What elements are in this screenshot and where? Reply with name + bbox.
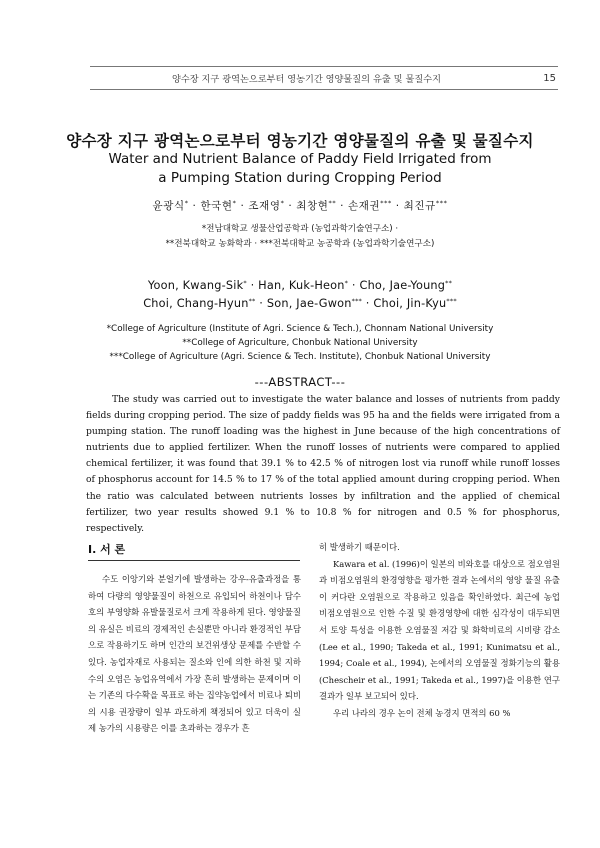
author-en-name: Yoon, Kwang-Sik: [147, 279, 244, 292]
title-english-line2: a Pumping Station during Cropping Period: [158, 170, 442, 186]
running-title: 양수장 지구 광역논으로부터 영농기간 영양물질의 유출 및 물질수지: [172, 74, 441, 85]
affiliation-english-line3: ***College of Agriculture (Agri. Science & Tech. Institute), Chonbuk National University: [109, 352, 491, 362]
author-separator: ·: [284, 200, 297, 212]
author-ko-name: 최창현: [296, 200, 329, 212]
author-en-name: Han, Kuk-Heon: [258, 279, 345, 292]
section-heading-introduction: I. 서 론: [88, 541, 300, 561]
authors-english-line2: [0, 297, 600, 310]
author-ko-name: 한국현: [200, 200, 233, 212]
author-ko-mark: ***: [435, 199, 448, 207]
body-paragraph: 수도 이앙기와 분얼기에 발생하는 강우-유출과정을 통하여 다량의 영양물질이 하천으로 유입되어 하천이나 담수호의 부영양화 유발물질로서 크게 작용하게 된다. 영양물질의 유실은 비료의 경제적인 손실뿐만 아니라 환경적인 부담으로 작용하기도 하며 인간의 보건위생상 문제를 수반할 수 있다. 농업자재로 사용되는 질소와 인에 의한 하천 및 지하수의 오염은 농업유역에서 가장 흔히 발생하는 문제이며 이는 기존의 다수확을 목표로 하는 집약농업에서 비료나 퇴비의 시용 권장량이 일부 과도하게 책정되어 있고 더욱이 실제 농가의 시용량은 이를 초과하는 경우가 흔: [88, 574, 301, 734]
abstract-text: The study was carried out to investigate the water balance and losses of nutrients from paddy fields during cropping period. The size of paddy fields was 95 ha and the fields were irrigated from a pumping station. The runoff loading was the highest in June because of the high concentrations of nutrients due to applied fertilizer. When the runoff losses of nutrients were compared to applied chemical fertilizer, it was found that 39.1 % to 42.5 % of nitrogen lost via runoff while runoff losses of phosphorus account for 14.5 % to 17 % of the total applied amount during cropping period. When the ratio was calculated between nutrients losses by infiltration and the applied of chemical fertilizer, two year results showed 9.1 % to 10.8 % for nitrogen and 0.5 % for phosphorus, respectively.: [86, 394, 560, 534]
body-paragraph: 우리 나라의 경우 논이 전체 농경지 면적의 60 %: [333, 707, 511, 718]
page-number: 15: [543, 72, 556, 84]
authors-english-line1: [0, 279, 600, 292]
author-en-mark: **: [248, 297, 256, 305]
author-ko-name: 조재영: [248, 200, 281, 212]
running-header: [90, 66, 558, 90]
author-separator: ·: [188, 200, 201, 212]
body-column-right: [319, 539, 560, 722]
author-en-mark: *: [243, 279, 247, 287]
author-ko-name: 윤광식: [152, 200, 185, 212]
author-ko-mark: *: [184, 199, 189, 207]
author-en-mark: **: [445, 279, 453, 287]
author-separator: ·: [336, 200, 349, 212]
author-en-mark: *: [344, 279, 349, 287]
author-ko-mark: ***: [380, 199, 392, 207]
author-ko-name: 최진규: [403, 200, 436, 212]
author-ko-name: 손재권: [348, 200, 381, 212]
authors-korean: [0, 198, 600, 213]
author-separator: ·: [391, 200, 404, 212]
author-en-name: Choi, Jin-Kyu: [373, 297, 447, 310]
author-ko-mark: *: [232, 199, 237, 207]
author-en-name: Son, Jae-Gwon: [266, 297, 352, 310]
affiliation-korean-line2: **전북대학교 농화학과 · ***전북대학교 농공학과 (농업과학기술연구소): [165, 239, 435, 249]
affiliation-english-line1: *College of Agriculture (Institute of Agri. Science & Tech.), Chonnam National University: [106, 324, 494, 334]
affiliation-korean-line1: *전남대학교 생물산업공학과 (농업과학기술연구소) ·: [201, 224, 399, 234]
title-korean: 양수장 지구 광역논으로부터 영농기간 영양물질의 유출 및 물질수지: [66, 132, 534, 150]
title-english-line1: Water and Nutrient Balance of Paddy Field Irrigated from: [108, 151, 492, 167]
author-separator: ·: [362, 297, 374, 310]
author-ko-mark: **: [328, 199, 337, 207]
affiliation-english-line2: **College of Agriculture, Chonbuk National University: [182, 338, 418, 348]
author-en-name: Cho, Jae-Young: [359, 279, 446, 292]
author-en-mark: ***: [446, 297, 457, 305]
author-separator: ·: [348, 279, 360, 292]
abstract-heading: ---ABSTRACT---: [254, 375, 346, 389]
abstract-body: [86, 392, 560, 537]
author-separator: ·: [255, 297, 267, 310]
author-separator: ·: [236, 200, 249, 212]
author-ko-mark: *: [280, 199, 285, 207]
body-column-left: [88, 571, 301, 737]
body-paragraph-continuation: 히 발생하기 때문이다.: [319, 542, 400, 552]
author-en-mark: ***: [351, 297, 363, 305]
author-en-name: Choi, Chang-Hyun: [143, 297, 249, 310]
body-paragraph: Kawara et al. (1996)이 일본의 비와호를 대상으로 점오염원과 비점오염원의 환경영향을 평가한 결과 논에서의 영양 물질 유출이 커다란 오염원으로 작용하고 있음을 확인하였다. 최근에 농업 비점오염원으로 인한 수질 및 환경영향에 대한 심각성이 대두되면서 토양 특성을 이용한 오염물질 저감 및 화학비료의 시비량 감소 (Lee et al., 1990; Takeda et al., 1991; Kunimatsu et al., 1994; Coale et al., 1994), 논에서의 오염물질 정화기능의 활용 (Chescheir et al., 1991; Takeda et al., 1997)을 이용한 연구결과가 일부 보고되어 있다.: [319, 558, 560, 702]
author-separator: ·: [246, 279, 259, 292]
